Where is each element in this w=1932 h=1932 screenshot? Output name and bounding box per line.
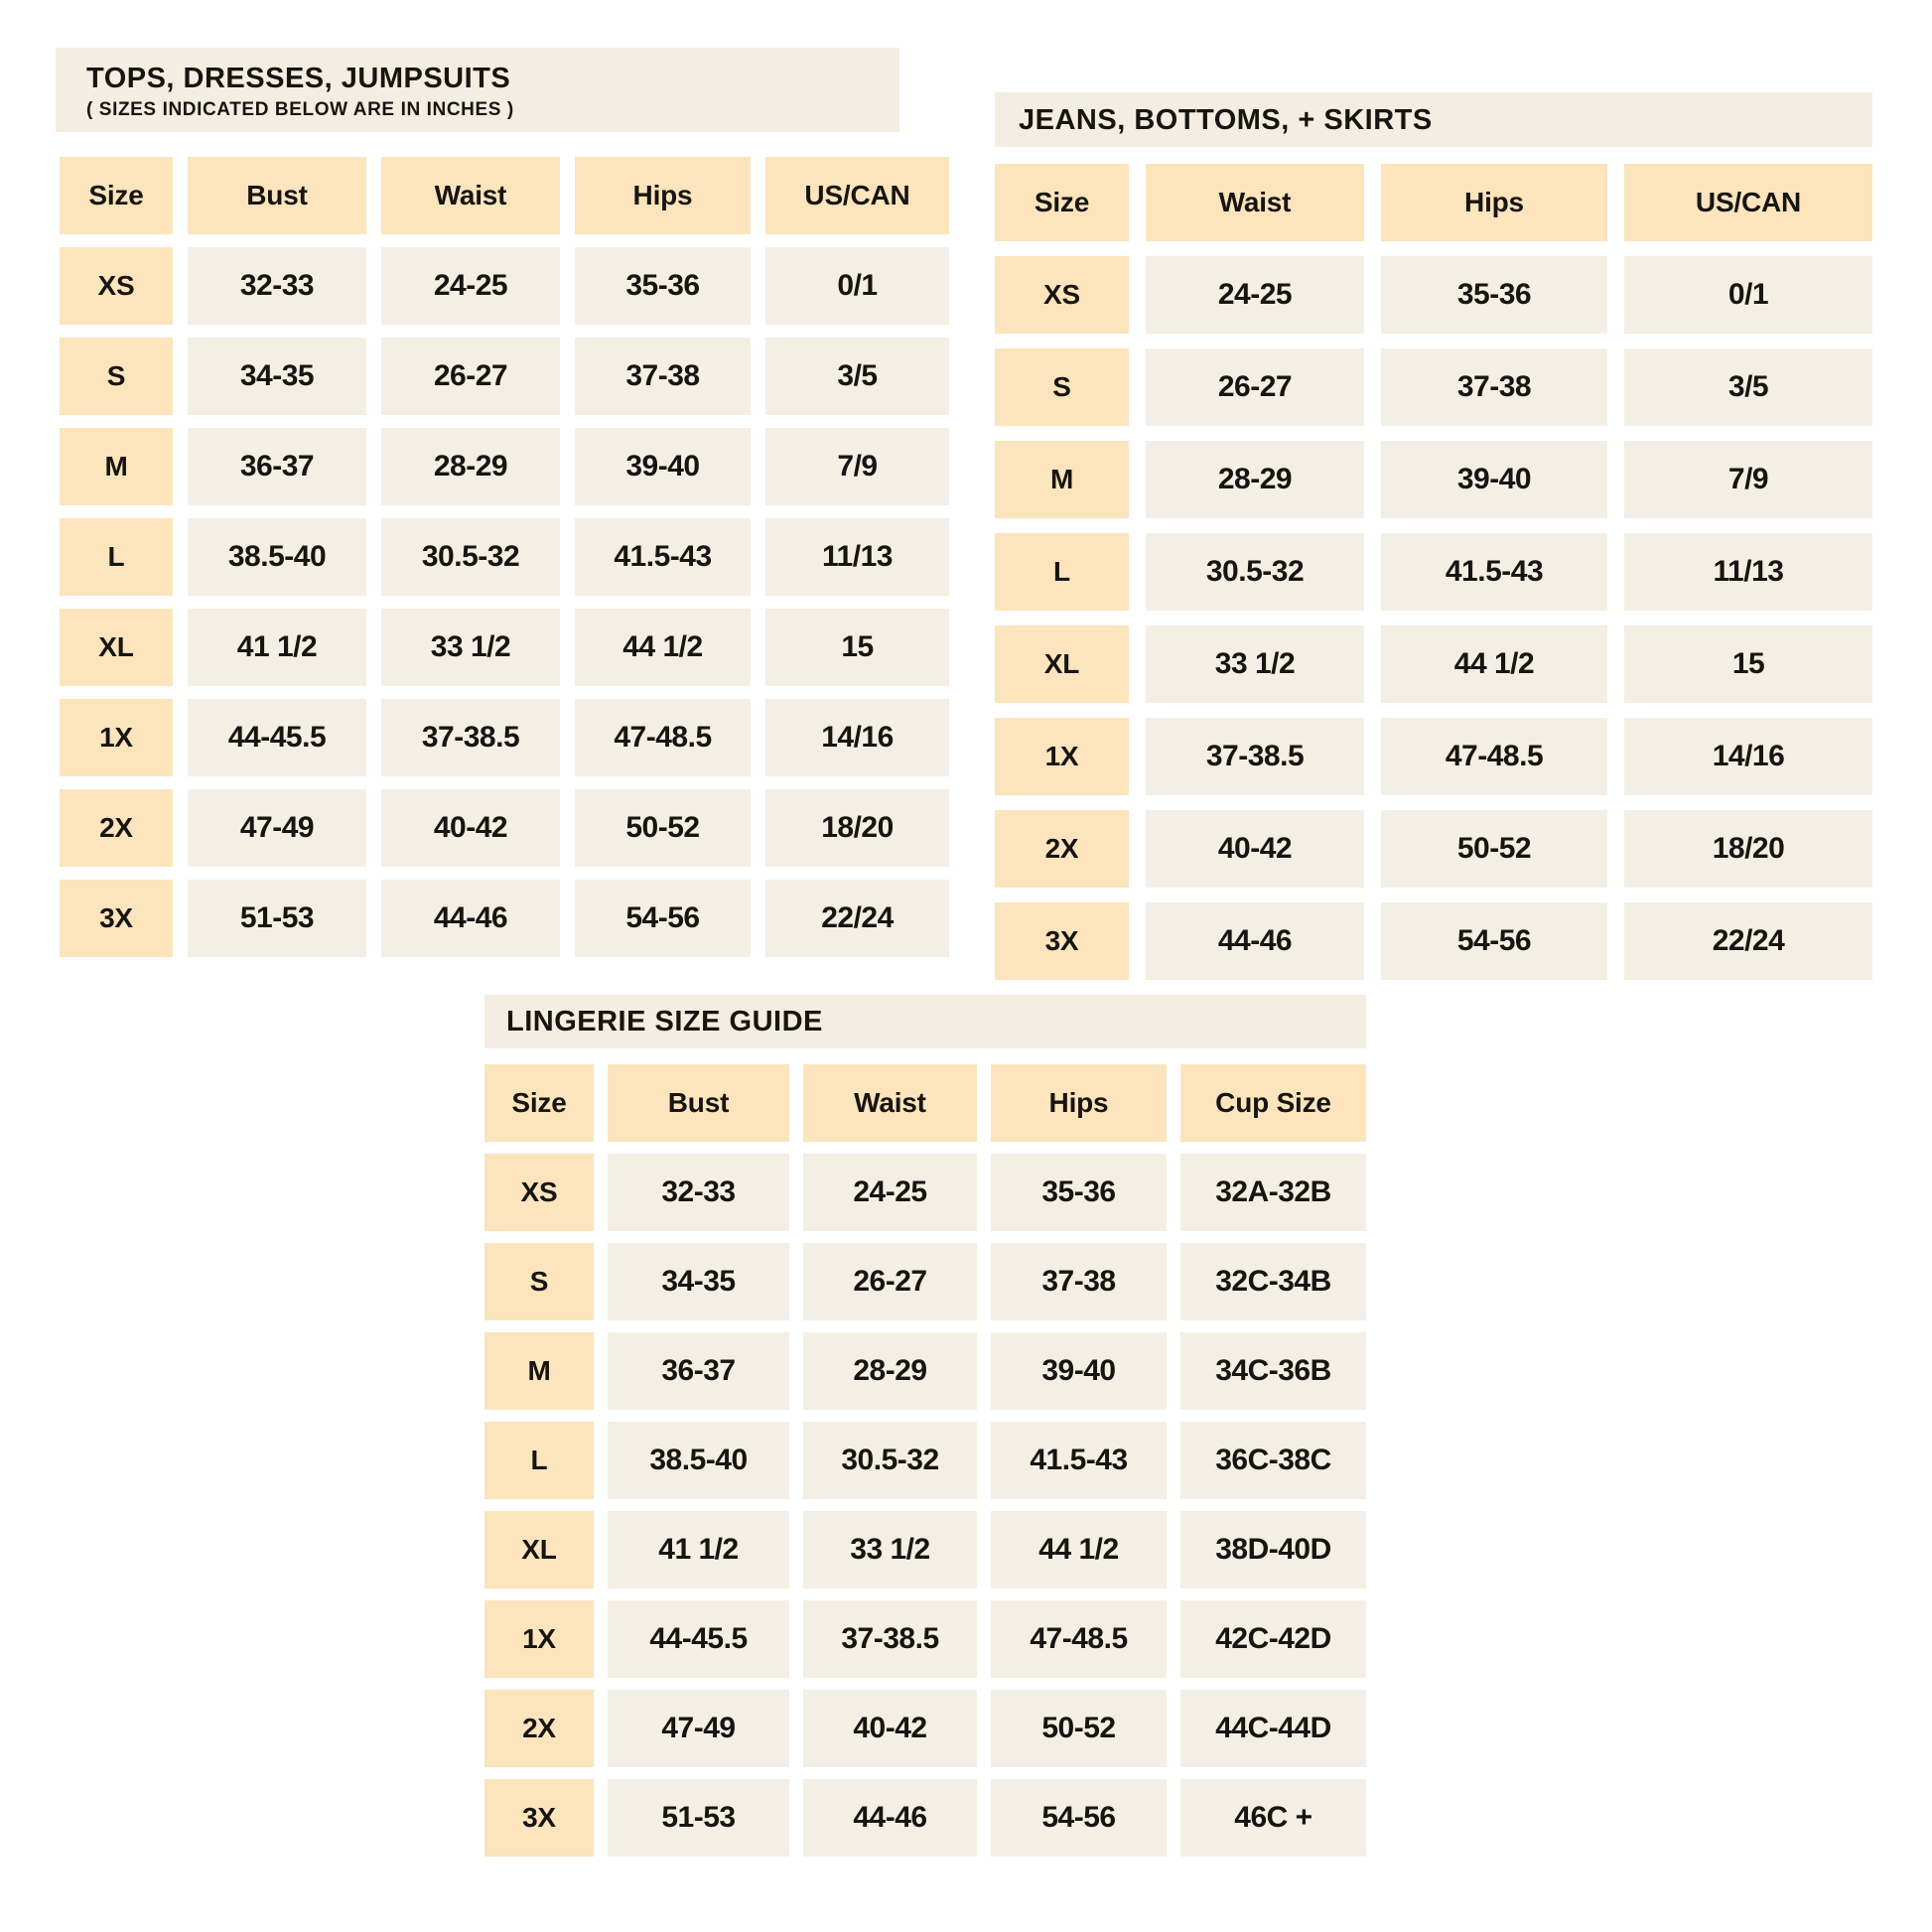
measurement-value-cell: 26-27 [1146, 348, 1364, 426]
measurement-value-cell: 30.5-32 [381, 518, 560, 596]
measurement-value-cell: 42C-42D [1180, 1600, 1366, 1678]
measurement-value-cell: 35-36 [991, 1154, 1167, 1231]
column-header-waist: Waist [1146, 164, 1364, 241]
measurement-value-cell: 37-38.5 [1146, 718, 1364, 795]
column-header-hips: Hips [575, 157, 751, 234]
measurement-value-cell: 24-25 [803, 1154, 977, 1231]
column-header-size: Size [995, 164, 1129, 241]
measurement-value-cell: 34C-36B [1180, 1332, 1366, 1410]
measurement-value-cell: 30.5-32 [803, 1422, 977, 1499]
size-label-cell-l: L [995, 533, 1129, 611]
table-subtitle: ( SIZES INDICATED BELOW ARE IN INCHES ) [86, 99, 514, 120]
measurement-value-cell: 7/9 [1624, 441, 1872, 518]
measurement-value-cell: 32-33 [608, 1154, 789, 1231]
size-label-cell-1x: 1X [995, 718, 1129, 795]
measurement-value-cell: 39-40 [1381, 441, 1607, 518]
measurement-value-cell: 26-27 [803, 1243, 977, 1320]
measurement-value-cell: 11/13 [765, 518, 949, 596]
size-label-cell-2x: 2X [60, 789, 173, 867]
measurement-value-cell: 28-29 [803, 1332, 977, 1410]
size-label-cell-xs: XS [484, 1154, 594, 1231]
size-label-cell-m: M [484, 1332, 594, 1410]
measurement-value-cell: 15 [765, 609, 949, 686]
table-title-block-lingerie [484, 995, 1366, 1048]
measurement-value-cell: 41.5-43 [991, 1422, 1167, 1499]
measurement-value-cell: 51-53 [188, 880, 366, 957]
column-header-waist: Waist [381, 157, 560, 234]
table-title: JEANS, BOTTOMS, + SKIRTS [1019, 103, 1433, 136]
measurement-value-cell: 34-35 [608, 1243, 789, 1320]
measurement-value-cell: 50-52 [991, 1690, 1167, 1767]
measurement-value-cell: 7/9 [765, 428, 949, 505]
measurement-value-cell: 39-40 [575, 428, 751, 505]
measurement-value-cell: 35-36 [1381, 256, 1607, 334]
size-label-cell-3x: 3X [60, 880, 173, 957]
measurement-value-cell: 41.5-43 [575, 518, 751, 596]
measurement-value-cell: 24-25 [381, 247, 560, 325]
measurement-value-cell: 38.5-40 [608, 1422, 789, 1499]
measurement-value-cell: 50-52 [1381, 810, 1607, 888]
size-label-cell-2x: 2X [484, 1690, 594, 1767]
measurement-value-cell: 33 1/2 [1146, 625, 1364, 703]
measurement-value-cell: 44C-44D [1180, 1690, 1366, 1767]
measurement-value-cell: 22/24 [1624, 902, 1872, 980]
measurement-value-cell: 38.5-40 [188, 518, 366, 596]
measurement-value-cell: 32A-32B [1180, 1154, 1366, 1231]
measurement-value-cell: 28-29 [1146, 441, 1364, 518]
measurement-value-cell: 18/20 [765, 789, 949, 867]
size-label-cell-xs: XS [995, 256, 1129, 334]
measurement-value-cell: 54-56 [1381, 902, 1607, 980]
measurement-value-cell: 3/5 [1624, 348, 1872, 426]
measurement-value-cell: 50-52 [575, 789, 751, 867]
size-label-cell-s: S [995, 348, 1129, 426]
table-title-block-jeans [995, 92, 1872, 147]
measurement-value-cell: 41 1/2 [188, 609, 366, 686]
measurement-value-cell: 18/20 [1624, 810, 1872, 888]
measurement-value-cell: 14/16 [765, 699, 949, 776]
measurement-value-cell: 0/1 [1624, 256, 1872, 334]
measurement-value-cell: 37-38 [1381, 348, 1607, 426]
measurement-value-cell: 44-46 [381, 880, 560, 957]
column-header-cup-size: Cup Size [1180, 1064, 1366, 1142]
size-table-lingerie [484, 1064, 1366, 1857]
size-label-cell-3x: 3X [484, 1779, 594, 1857]
column-header-us-can: US/CAN [765, 157, 949, 234]
size-table-jeans [995, 164, 1872, 980]
measurement-value-cell: 14/16 [1624, 718, 1872, 795]
column-header-bust: Bust [188, 157, 366, 234]
measurement-value-cell: 47-48.5 [991, 1600, 1167, 1678]
measurement-value-cell: 36-37 [608, 1332, 789, 1410]
measurement-value-cell: 44 1/2 [1381, 625, 1607, 703]
measurement-value-cell: 35-36 [575, 247, 751, 325]
measurement-value-cell: 0/1 [765, 247, 949, 325]
measurement-value-cell: 36C-38C [1180, 1422, 1366, 1499]
measurement-value-cell: 32-33 [188, 247, 366, 325]
measurement-value-cell: 44-46 [1146, 902, 1364, 980]
size-label-cell-xl: XL [60, 609, 173, 686]
size-label-cell-s: S [60, 338, 173, 415]
measurement-value-cell: 37-38 [575, 338, 751, 415]
measurement-value-cell: 40-42 [803, 1690, 977, 1767]
measurement-value-cell: 30.5-32 [1146, 533, 1364, 611]
measurement-value-cell: 24-25 [1146, 256, 1364, 334]
measurement-value-cell: 37-38 [991, 1243, 1167, 1320]
size-label-cell-1x: 1X [60, 699, 173, 776]
column-header-us-can: US/CAN [1624, 164, 1872, 241]
measurement-value-cell: 39-40 [991, 1332, 1167, 1410]
measurement-value-cell: 44 1/2 [991, 1511, 1167, 1588]
measurement-value-cell: 44-45.5 [608, 1600, 789, 1678]
column-header-size: Size [60, 157, 173, 234]
column-header-waist: Waist [803, 1064, 977, 1142]
size-label-cell-3x: 3X [995, 902, 1129, 980]
measurement-value-cell: 47-48.5 [575, 699, 751, 776]
measurement-value-cell: 22/24 [765, 880, 949, 957]
measurement-value-cell: 15 [1624, 625, 1872, 703]
measurement-value-cell: 41.5-43 [1381, 533, 1607, 611]
table-title: TOPS, DRESSES, JUMPSUITS [86, 63, 511, 94]
measurement-value-cell: 33 1/2 [803, 1511, 977, 1588]
measurement-value-cell: 44-45.5 [188, 699, 366, 776]
measurement-value-cell: 32C-34B [1180, 1243, 1366, 1320]
measurement-value-cell: 46C + [1180, 1779, 1366, 1857]
size-label-cell-xl: XL [995, 625, 1129, 703]
measurement-value-cell: 37-38.5 [381, 699, 560, 776]
measurement-value-cell: 37-38.5 [803, 1600, 977, 1678]
measurement-value-cell: 26-27 [381, 338, 560, 415]
size-label-cell-m: M [60, 428, 173, 505]
size-label-cell-l: L [60, 518, 173, 596]
table-title: LINGERIE SIZE GUIDE [506, 1006, 823, 1037]
measurement-value-cell: 54-56 [991, 1779, 1167, 1857]
column-header-hips: Hips [991, 1064, 1167, 1142]
measurement-value-cell: 41 1/2 [608, 1511, 789, 1588]
measurement-value-cell: 44 1/2 [575, 609, 751, 686]
size-label-cell-l: L [484, 1422, 594, 1499]
table-title-block-tops [56, 48, 899, 132]
size-table-tops [60, 157, 949, 957]
column-header-size: Size [484, 1064, 594, 1142]
size-label-cell-s: S [484, 1243, 594, 1320]
measurement-value-cell: 3/5 [765, 338, 949, 415]
measurement-value-cell: 28-29 [381, 428, 560, 505]
size-label-cell-xs: XS [60, 247, 173, 325]
measurement-value-cell: 34-35 [188, 338, 366, 415]
measurement-value-cell: 51-53 [608, 1779, 789, 1857]
measurement-value-cell: 47-49 [188, 789, 366, 867]
measurement-value-cell: 40-42 [381, 789, 560, 867]
measurement-value-cell: 47-48.5 [1381, 718, 1607, 795]
size-label-cell-2x: 2X [995, 810, 1129, 888]
size-label-cell-1x: 1X [484, 1600, 594, 1678]
size-label-cell-m: M [995, 441, 1129, 518]
measurement-value-cell: 40-42 [1146, 810, 1364, 888]
measurement-value-cell: 38D-40D [1180, 1511, 1366, 1588]
measurement-value-cell: 33 1/2 [381, 609, 560, 686]
measurement-value-cell: 54-56 [575, 880, 751, 957]
measurement-value-cell: 47-49 [608, 1690, 789, 1767]
column-header-bust: Bust [608, 1064, 789, 1142]
measurement-value-cell: 11/13 [1624, 533, 1872, 611]
measurement-value-cell: 36-37 [188, 428, 366, 505]
measurement-value-cell: 44-46 [803, 1779, 977, 1857]
size-label-cell-xl: XL [484, 1511, 594, 1588]
column-header-hips: Hips [1381, 164, 1607, 241]
